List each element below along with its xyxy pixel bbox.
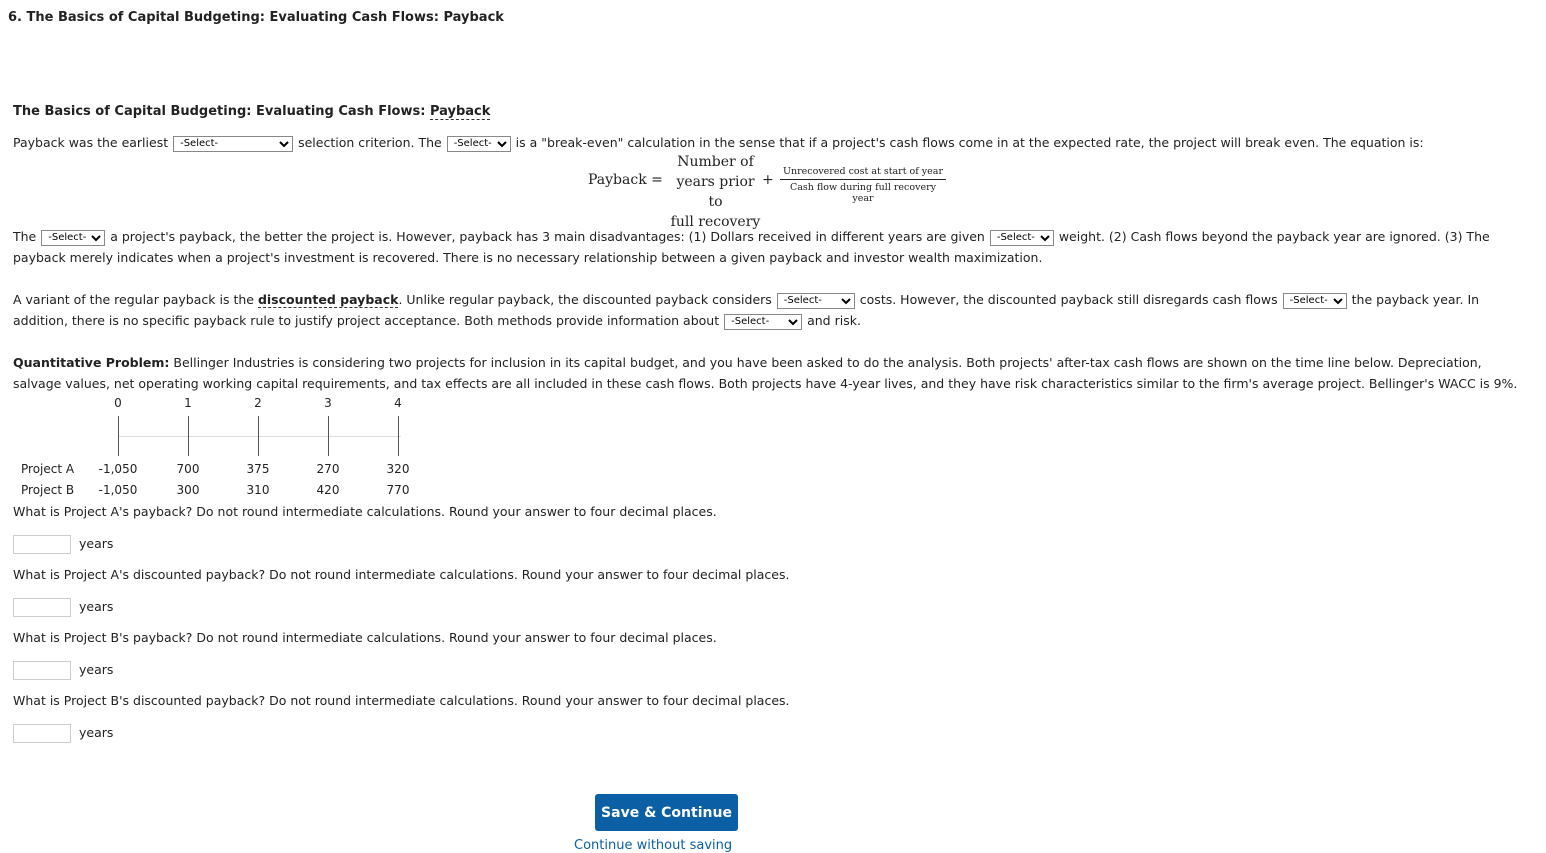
payback-equation — [588, 152, 968, 230]
cash-flow-value: 420 — [316, 483, 340, 497]
save-continue-button[interactable]: Save & Continue — [595, 794, 738, 831]
quant-text: Bellinger Industries is considering two projects for inclusion in its capital budget, and you have been asked to do the analysis. Both projects' after-tax cash flows are shown on the time line below. Depreciation, salvage values, net operating working capital requirements, and tax effects are all included in these cash flows. Both projects have 4-year lives, and they have risk characteristics similar to the firm's average project. Bellinger's WACC is 9%. — [13, 355, 1518, 391]
cash-flow-value: 320 — [386, 462, 410, 476]
cash-flow-value: 300 — [176, 483, 200, 497]
payback-glossary-link[interactable]: Payback — [429, 104, 491, 119]
question-a-discounted-payback: What is Project A's discounted payback? Do not round intermediate calculations. Round your answer to four decimal places. — [13, 567, 790, 582]
cash-flow-value: 770 — [386, 483, 410, 497]
para3-text-1: A variant of the regular payback is the — [13, 292, 254, 307]
answer-input-b-payback[interactable] — [13, 661, 71, 680]
answer-row-a-discounted — [13, 598, 113, 618]
cash-flow-value: 270 — [316, 462, 340, 476]
answer-unit: years — [78, 599, 114, 614]
timeline-year: 3 — [324, 396, 332, 410]
cash-flow-value: 700 — [176, 462, 200, 476]
equation-numerator: Unrecovered cost at start of year — [780, 166, 946, 180]
equation-mid-line2: years prior to — [676, 174, 755, 210]
para1-text-3: is a "break-even" calculation in the sense that if a project's cash flows come in at the expected rate, the project will break even. The equation is: — [515, 135, 1424, 150]
cash-flow-value: 375 — [246, 462, 270, 476]
para3-text-3: costs. However, the discounted payback still disregards cash flows — [859, 292, 1278, 307]
continue-without-saving-link[interactable]: Continue without saving — [574, 838, 733, 853]
timeline-tick — [398, 416, 399, 456]
answer-row-b-discounted — [13, 724, 113, 744]
para3-text-5: and risk. — [807, 313, 861, 328]
para2-text-2: a project's payback, the better the project is. However, payback has 3 main disadvantages: (1) Dollars received in different years are given — [110, 229, 985, 244]
question-a-payback: What is Project A's payback? Do not round intermediate calculations. Round your answer to four decimal places. — [13, 504, 717, 519]
timeline-year: 4 — [394, 396, 402, 410]
para3-text-2: . Unlike regular payback, the discounted payback considers — [398, 292, 772, 307]
paragraph-payback-intro — [13, 132, 1528, 153]
select-beyond[interactable] — [1283, 293, 1347, 309]
cash-flow-value: -1,050 — [98, 483, 138, 497]
project-name: Project B — [21, 483, 75, 497]
project-name: Project A — [21, 462, 75, 476]
timeline-year: 0 — [114, 396, 122, 410]
page-title: 6. The Basics of Capital Budgeting: Evaluating Cash Flows: Payback — [8, 10, 504, 25]
paragraph-discounted-payback — [13, 289, 1528, 331]
answer-input-b-discounted[interactable] — [13, 724, 71, 743]
para1-text-2: selection criterion. The — [298, 135, 442, 150]
select-weight[interactable] — [990, 230, 1054, 246]
cash-flow-value: -1,050 — [98, 462, 138, 476]
select-method[interactable] — [447, 136, 511, 152]
cash-flow-value: 310 — [246, 483, 270, 497]
timeline-tick — [258, 416, 259, 456]
paragraph-disadvantages — [13, 226, 1528, 268]
select-criterion-type[interactable] — [173, 136, 293, 152]
equation-fraction — [780, 166, 946, 204]
section-title — [13, 101, 1528, 122]
select-cost-type[interactable] — [777, 293, 855, 309]
para1-text-1: Payback was the earliest — [13, 135, 169, 150]
para3-text-4: the payback year. In addition, there is no specific payback rule to justify project acceptance. Both methods provide information about — [13, 292, 1480, 328]
quantitative-problem — [13, 352, 1528, 394]
timeline-line — [118, 436, 401, 437]
answer-input-a-discounted[interactable] — [13, 598, 71, 617]
select-shorter-longer[interactable] — [41, 230, 105, 246]
timeline-tick — [328, 416, 329, 456]
answer-input-a-payback[interactable] — [13, 535, 71, 554]
answer-row-a-payback — [13, 535, 113, 555]
answer-unit: years — [78, 662, 114, 677]
answer-row-b-payback — [13, 661, 113, 681]
timeline-year: 1 — [184, 396, 192, 410]
quant-label: Quantitative Problem: — [13, 355, 170, 370]
para2-text-3: weight. (2) Cash flows beyond the payback year are ignored. (3) The payback merely indicates when a project's investment is recovered. There is no necessary relationship between a given payback and investor wealth maximization. — [13, 229, 1490, 265]
answer-unit: years — [78, 725, 114, 740]
question-b-payback: What is Project B's payback? Do not round intermediate calculations. Round your answer to four decimal places. — [13, 630, 717, 645]
discounted-payback-glossary-link[interactable]: discounted payback — [257, 292, 399, 307]
timeline-tick — [118, 416, 119, 456]
section-title-prefix: The Basics of Capital Budgeting: Evaluating Cash Flows: — [13, 104, 430, 119]
equation-lhs: Payback = — [588, 172, 663, 188]
para2-text-1: The — [13, 229, 37, 244]
timeline-tick — [188, 416, 189, 456]
equation-denominator: Cash flow during full recovery year — [790, 182, 936, 204]
cash-flow-timeline — [13, 396, 433, 500]
equation-years-prior — [668, 152, 763, 232]
select-information-about[interactable] — [724, 314, 802, 330]
equation-mid-line1: Number of — [677, 154, 754, 170]
answer-unit: years — [78, 536, 114, 551]
equation-mid-line3: full recovery — [670, 214, 761, 230]
timeline-year: 2 — [254, 396, 262, 410]
equation-plus: + — [762, 172, 774, 188]
question-b-discounted-payback: What is Project B's discounted payback? Do not round intermediate calculations. Round your answer to four decimal places. — [13, 693, 790, 708]
